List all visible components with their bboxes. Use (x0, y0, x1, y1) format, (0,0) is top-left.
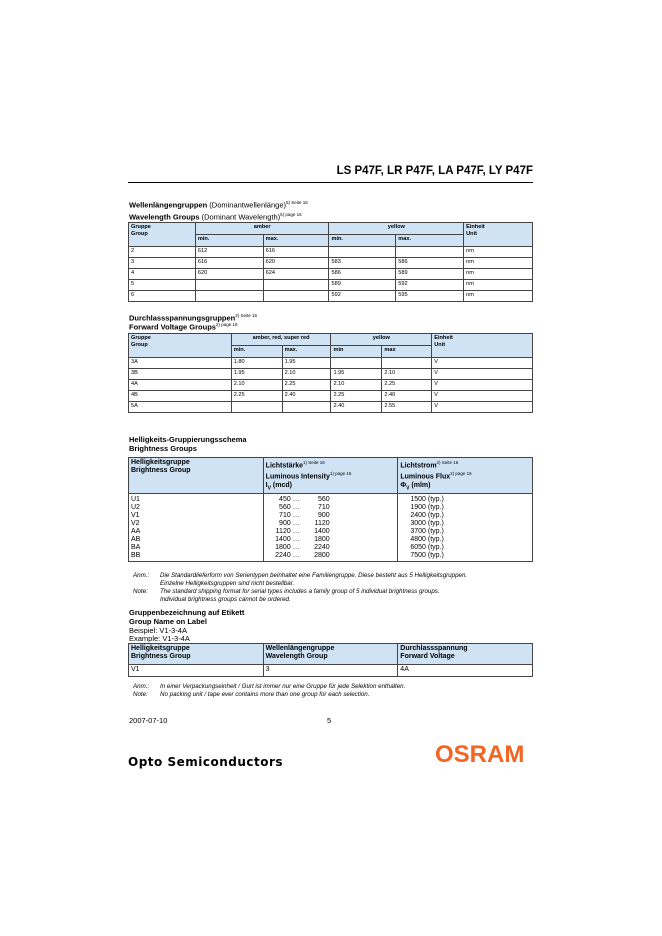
table-cell: 2.25 (382, 380, 432, 391)
flux-value: 2400 (typ.) (410, 512, 444, 520)
wl-h-max: max. (396, 235, 464, 247)
table-cell: 1.95 (282, 358, 331, 369)
table-cell: 592 (396, 280, 464, 291)
intensity-max: 2240 (314, 544, 330, 552)
table-cell: 4B (129, 391, 232, 402)
intensity-max: 1800 (314, 536, 330, 544)
intensity-range (266, 544, 396, 552)
table-cell (263, 291, 329, 302)
table-row (129, 280, 533, 291)
table-cell: nm (464, 280, 533, 291)
table-cell: 3A (129, 358, 232, 369)
lbl-h-brightness: Helligkeitsgruppe Brightness Group (129, 644, 264, 665)
label-example-en: Example: V1-3-4A (129, 634, 190, 643)
lbl-value-brightness: V1 (129, 665, 264, 677)
fv-h-unit: Einheit Unit (432, 334, 533, 358)
table-cell: 620 (263, 258, 329, 269)
table-cell: nm (464, 258, 533, 269)
table-cell (231, 402, 282, 413)
table-cell: 2.25 (231, 391, 282, 402)
intensity-min: 900 … (279, 520, 300, 528)
intensity-max: 900 (317, 512, 330, 520)
brightness-group: AA (131, 528, 141, 536)
table-row (129, 269, 533, 280)
table-cell: 1.95 (331, 369, 382, 380)
table-cell: 2 (129, 247, 196, 258)
table-cell: 2.40 (331, 402, 382, 413)
lbl-h-voltage: Durchlassspannung Forward Voltage (398, 644, 533, 665)
table-row (129, 358, 533, 369)
table-row (129, 291, 533, 302)
table-cell: 4 (129, 269, 196, 280)
label-title-de: Gruppenbezeichnung auf Etikett (129, 608, 245, 617)
br-h-intensity: Lichtstärke$^{1) Seite 16}$ Luminous Intensity$^{1) page 16}$ $I_V$ (mcd) (263, 458, 398, 494)
brightness-group: U1 (131, 496, 140, 504)
table-cell: 5 (129, 280, 196, 291)
intensity-range (266, 496, 396, 504)
table-cell (195, 291, 263, 302)
brightness-group: AB (131, 536, 141, 544)
wavelength-title-en: Wavelength Groups (Dominant Wavelength)$^{5) page 16}$ (129, 212, 302, 222)
intensity-min: 450 … (279, 496, 300, 504)
wl-h-group: Gruppe Group (129, 223, 196, 247)
table-cell: 2.40 (282, 391, 331, 402)
table-cell (329, 247, 396, 258)
header-rule (128, 182, 533, 183)
brightness-title-en: Brightness Groups (129, 444, 197, 453)
label-title-en: Group Name on Label (129, 617, 207, 626)
fv-h-amber: amber, red, super red (231, 334, 331, 346)
table-cell: 612 (195, 247, 263, 258)
intensity-max: 1400 (314, 528, 330, 536)
br-intensities (263, 494, 398, 562)
table-cell: 2.25 (331, 391, 382, 402)
table-cell: 2.40 (382, 391, 432, 402)
intensity-range (266, 504, 396, 512)
label-example-de: Beispiel: V1-3-4A (129, 626, 187, 635)
wl-h-min: min. (195, 235, 263, 247)
table-cell: 586 (329, 269, 396, 280)
table-cell: 2.10 (282, 369, 331, 380)
fv-h-max: max (382, 346, 432, 358)
osram-logo: OSRAM (435, 741, 525, 768)
table-row (129, 380, 533, 391)
table-cell: 2.10 (382, 369, 432, 380)
table-cell: 1.80 (231, 358, 282, 369)
table-cell (331, 358, 382, 369)
fv-h-group: Gruppe Group (129, 334, 232, 358)
wl-h-min: min. (329, 235, 396, 247)
table-row (129, 369, 533, 380)
voltage-title-de: Durchlassspannungsgruppen$^{2) Seite 16}$ (129, 313, 258, 323)
br-flux (398, 494, 533, 562)
table-cell: 586 (396, 258, 464, 269)
brightness-group: BA (131, 544, 141, 552)
brightness-group: U2 (131, 504, 140, 512)
table-cell: 6 (129, 291, 196, 302)
brightness-group: V2 (131, 520, 140, 528)
table-cell: 2.25 (282, 380, 331, 391)
intensity-min: 2240 … (275, 552, 300, 560)
fv-h-yellow: yellow (331, 334, 432, 346)
lbl-value-voltage: 4A (398, 665, 533, 677)
wavelength-title-de: Wellenlängengruppen (Dominantwellenlänge)$^{5) Seite 16}$ (129, 200, 308, 210)
table-cell (396, 247, 464, 258)
intensity-range (266, 536, 396, 544)
brightness-title-de: Helligkeits-Gruppierungsschema (129, 435, 247, 444)
voltage-title-en: Forward Voltage Groups$^{2) page 16}$ (129, 322, 238, 332)
notes-label: Anm.: In einer Verpackungseinheit / Gurt ist immer nur eine Gruppe für jede Selektion enthalten. Note: No packing unit / tape ever contains more than one group for each selection. (133, 683, 406, 698)
br-groups (129, 494, 264, 562)
intensity-max: 710 (317, 504, 330, 512)
intensity-max: 560 (317, 496, 330, 504)
table-cell: 589 (329, 280, 396, 291)
table-cell: 616 (263, 247, 329, 258)
table-cell: 2.10 (231, 380, 282, 391)
table-cell: nm (464, 269, 533, 280)
brightness-group: V1 (131, 512, 140, 520)
table-cell: 592 (329, 291, 396, 302)
table-cell: 616 (195, 258, 263, 269)
flux-value: 1900 (typ.) (410, 504, 444, 512)
brightness-group: BB (131, 552, 141, 560)
table-cell: 1.95 (231, 369, 282, 380)
table-cell: 624 (263, 269, 329, 280)
label-table (128, 643, 533, 677)
wl-h-unit: Einheit Unit (464, 223, 533, 247)
voltage-table (128, 333, 533, 413)
table-cell: 589 (396, 269, 464, 280)
table-row (129, 391, 533, 402)
flux-value: 3000 (typ.) (410, 520, 444, 528)
table-cell: 2.55 (382, 402, 432, 413)
flux-value: 6050 (typ.) (410, 544, 444, 552)
flux-value: 1500 (typ.) (410, 496, 444, 504)
intensity-min: 560 … (279, 504, 300, 512)
lbl-h-wavelength: Wellenlängengruppe Wavelength Group (263, 644, 398, 665)
table-cell: V (432, 380, 533, 391)
wl-h-max: max. (263, 235, 329, 247)
flux-value: 4800 (typ.) (410, 536, 444, 544)
table-cell (382, 358, 432, 369)
intensity-min: 1120 … (275, 528, 300, 536)
page-number: 5 (327, 716, 332, 725)
wl-h-amber: amber (195, 223, 329, 235)
table-cell: 3B (129, 369, 232, 380)
flux-value: 3700 (typ.) (410, 528, 444, 536)
intensity-range (266, 520, 396, 528)
table-cell: V (432, 402, 533, 413)
table-cell: 620 (195, 269, 263, 280)
table-cell: 4A (129, 380, 232, 391)
intensity-range (266, 512, 396, 520)
intensity-range (266, 528, 396, 536)
intensity-max: 1120 (314, 520, 330, 528)
br-h-flux: Lichtstrom$^{2) Seite 16}$ Luminous Flux$^{2) page 16}$ $\Phi_V$ (mlm) (398, 458, 533, 494)
table-cell (195, 280, 263, 291)
table-cell: 5A (129, 402, 232, 413)
table-cell: V (432, 391, 533, 402)
wl-h-yellow: yellow (329, 223, 464, 235)
brightness-table (128, 457, 533, 562)
lbl-value-wavelength: 3 (263, 665, 398, 677)
fv-h-max: max. (282, 346, 331, 358)
fv-h-min: min. (231, 346, 282, 358)
intensity-min: 710 … (279, 512, 300, 520)
fv-h-min: min (331, 346, 382, 358)
intensity-min: 1800 … (275, 544, 300, 552)
table-cell: nm (464, 291, 533, 302)
table-cell: nm (464, 247, 533, 258)
table-cell: 2.10 (331, 380, 382, 391)
table-cell (282, 402, 331, 413)
br-h-group: Helligkeitsgruppe Brightness Group (129, 458, 264, 494)
flux-value: 7500 (typ.) (410, 552, 444, 560)
table-cell (263, 280, 329, 291)
document-title: LS P47F, LR P47F, LA P47F, LY P47F (336, 165, 533, 177)
table-row (129, 258, 533, 269)
table-cell: 3 (129, 258, 196, 269)
wavelength-table (128, 222, 533, 302)
table-cell: V (432, 369, 533, 380)
footer-date: 2007-07-10 (129, 716, 168, 725)
table-cell: 583 (329, 258, 396, 269)
table-row (129, 247, 533, 258)
table-row (129, 402, 533, 413)
intensity-min: 1400 … (275, 536, 300, 544)
tagline: Opto Semiconductors (128, 755, 284, 769)
notes-brightness: Anm.: Die Standardlieferform von Serientypen beinhaltet eine Familiengruppe. Diese besteht aus 5 Helligkeitsgruppen. Einzelne Helligkeitsgruppen sind nicht bestellbar. Note: The standard shipping format for serial types includes a family group of 5 individual brightness groups. Individual brightness groups cannot be ordered. (133, 572, 468, 603)
table-cell: 595 (396, 291, 464, 302)
intensity-range (266, 552, 396, 560)
table-cell: V (432, 358, 533, 369)
intensity-max: 2800 (314, 552, 330, 560)
